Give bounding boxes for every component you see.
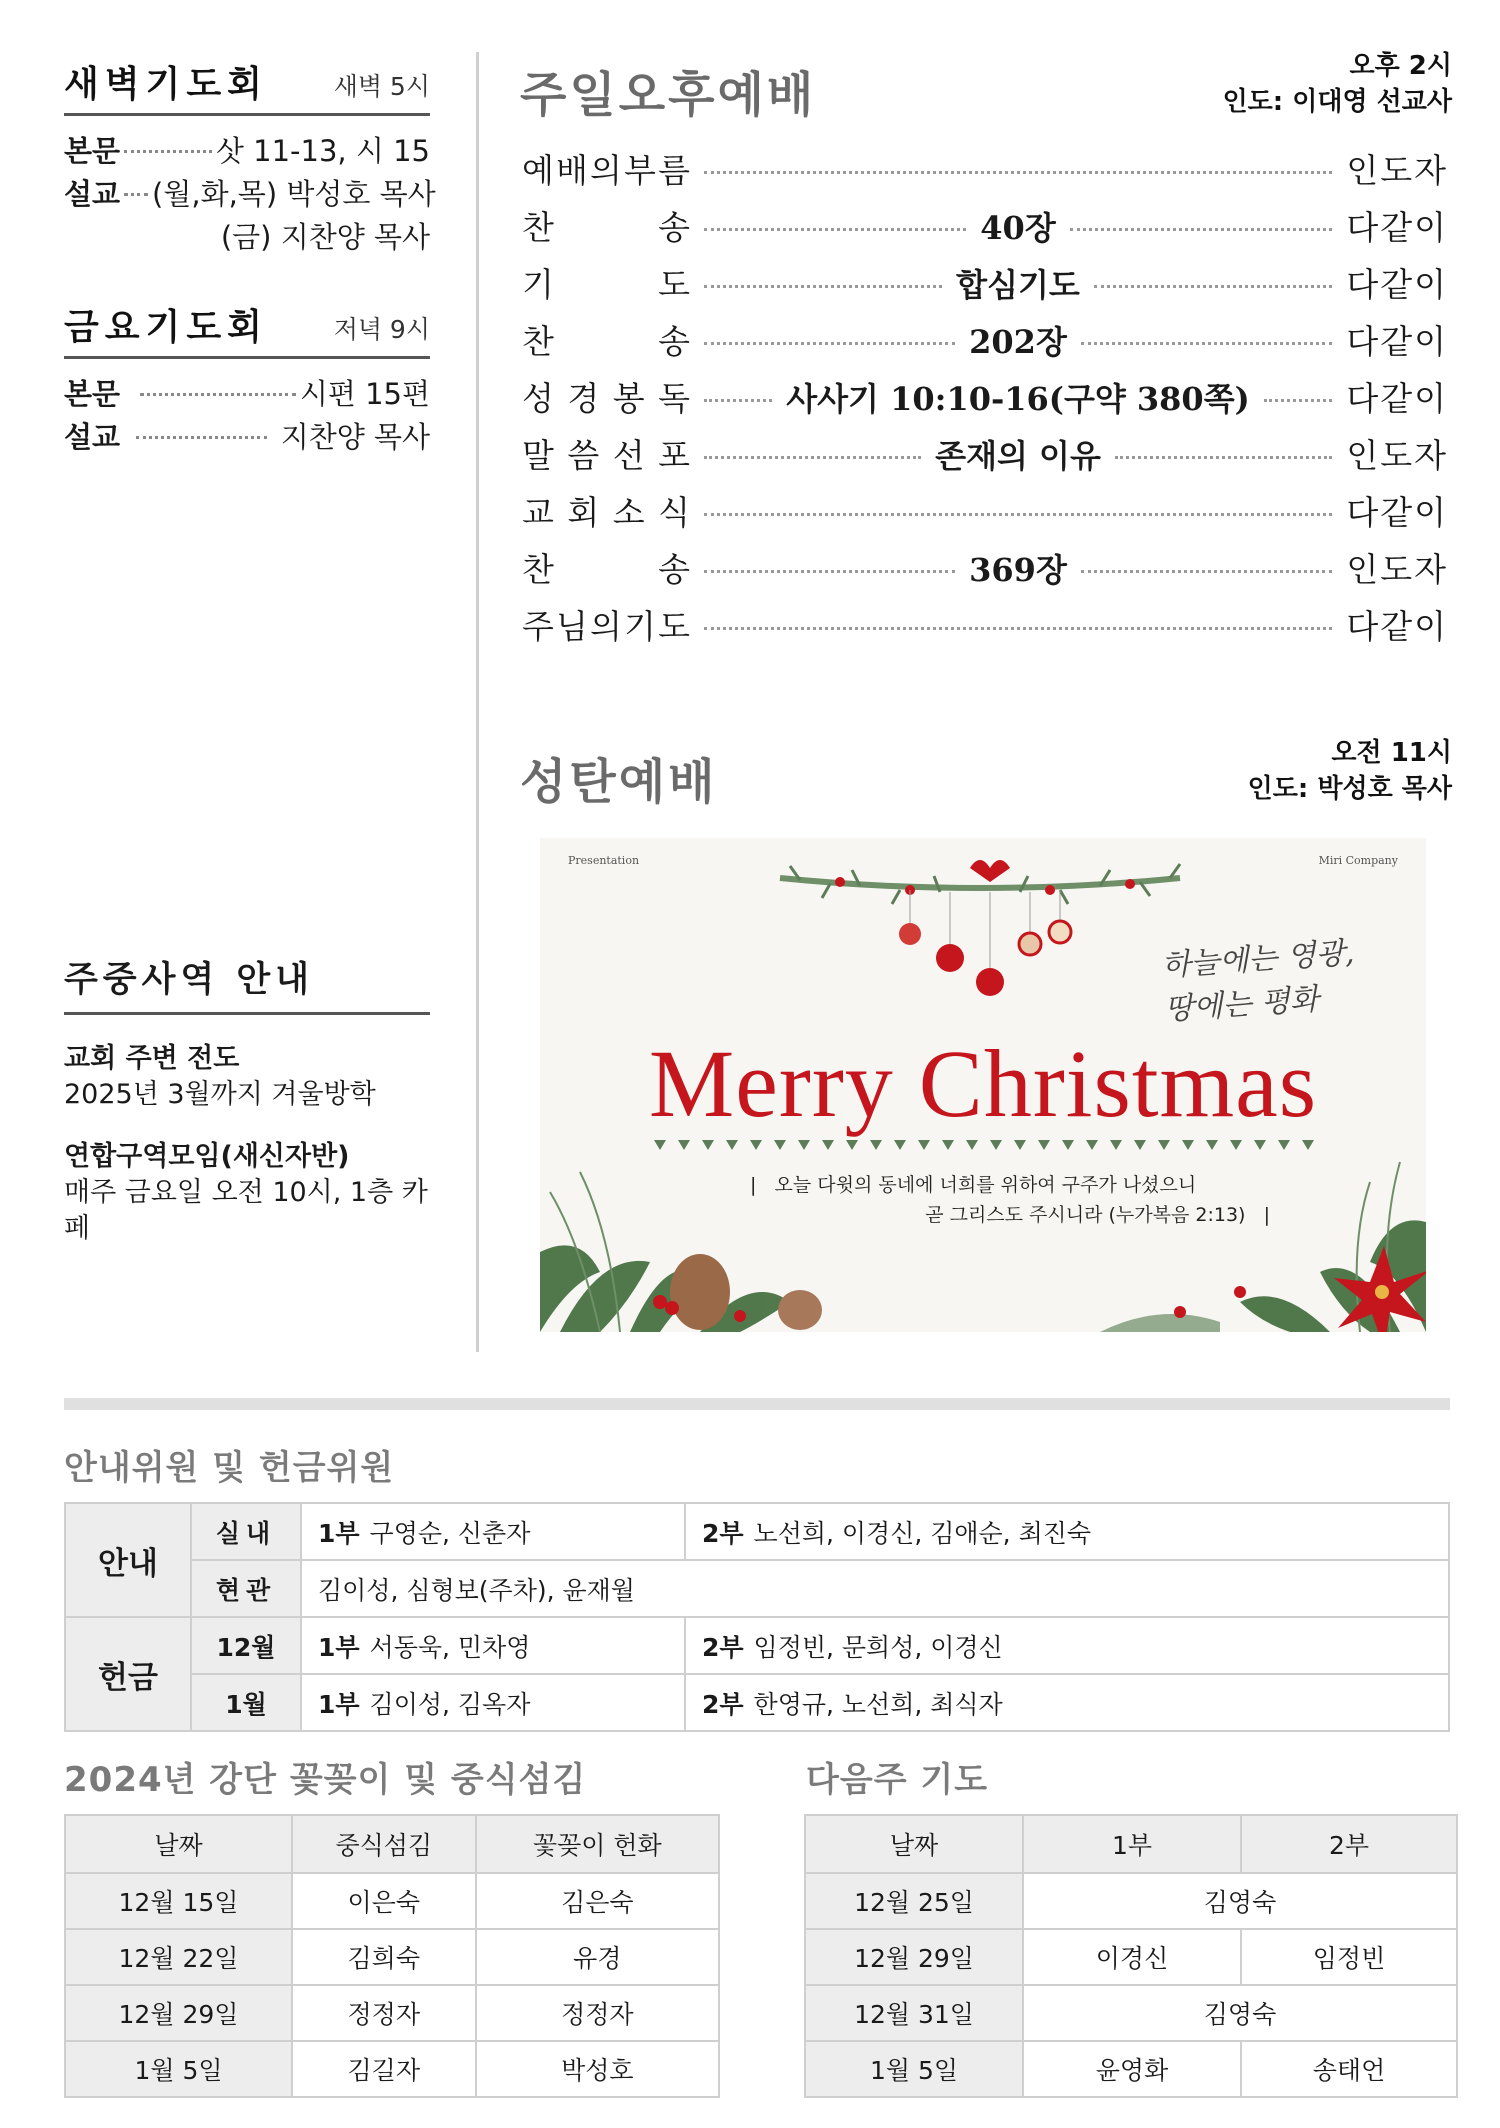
worship-order-row <box>522 197 1448 254</box>
afternoon-service-header <box>520 48 1452 125</box>
prayer-table <box>804 1814 1458 2098</box>
christmas-service-title: 성탄예배 <box>520 754 718 810</box>
worship-order-label: 기 도 <box>522 265 690 304</box>
table-row: 12월 22일 김희숙 유경 <box>65 1929 719 1985</box>
flowers-table <box>64 1814 720 2098</box>
worship-order-label: 말 씀 선 포 <box>522 436 690 475</box>
table-row: 12월 31일 김영숙 <box>805 1985 1457 2041</box>
table-row: 12월 25일 김영숙 <box>805 1873 1457 1929</box>
midweek-item: 교회 주변 전도 2025년 3월까지 겨울방학 <box>64 1043 376 1110</box>
ushers-title: 안내위원 및 헌금위원 <box>64 1448 395 1488</box>
worship-order-row <box>522 140 1448 197</box>
table-header-row: 날짜 중식섬김 꽃꽂이 헌화 <box>65 1815 719 1873</box>
dawn-sermon-row: 설교 (월,화,목) 박성호 목사 <box>64 177 436 211</box>
friday-sermon-row: 설교 지찬양 목사 <box>64 420 430 454</box>
worship-order-item: 존재의 이유 <box>935 436 1101 475</box>
worship-order-leader: 다같이 <box>1346 607 1448 646</box>
worship-order-leader: 인도자 <box>1346 436 1449 475</box>
card-script-line-1: 하늘에는 영광, <box>1160 935 1356 984</box>
worship-order-leader: 다같이 <box>1346 379 1448 418</box>
friday-prayer-time: 저녁 9시 <box>333 315 430 344</box>
worship-order-item: 사사기 10:10-16(구약 380쪽) <box>786 379 1250 418</box>
card-script-line-2: 땅에는 평화 <box>1163 981 1321 1028</box>
worship-order-leader: 다같이 <box>1346 208 1449 247</box>
afternoon-service-title: 주일오후예배 <box>520 67 817 123</box>
card-verse-line-2: 곧 그리스도 주시니라 (누가복음 2:13) <box>925 1204 1246 1226</box>
worship-order-row <box>522 482 1448 539</box>
worship-order-item: 합심기도 <box>956 265 1080 304</box>
card-verse-line-1: 오늘 다윗의 동네에 너희를 위하여 구주가 나셨으니 <box>774 1174 1197 1196</box>
worship-order-item: 40장 <box>980 208 1056 247</box>
table-row: 1월 1부 김이성, 김옥자 2부 한영규, 노선희, 최식자 <box>65 1674 1449 1731</box>
worship-order-item: 202장 <box>969 322 1067 361</box>
friday-prayer-title: 금요기도회 <box>64 307 268 348</box>
worship-order-leader: 다같이 <box>1346 493 1448 532</box>
worship-order-label: 예 배 의 부 름 <box>522 151 690 190</box>
worship-order <box>522 140 1448 653</box>
ushers-group-guide: 안내 <box>65 1503 191 1617</box>
worship-order-leader: 다같이 <box>1346 322 1448 361</box>
worship-order-label: 찬 송 <box>522 208 690 247</box>
worship-order-label: 찬 송 <box>522 322 690 361</box>
christmas-service-time: 오전 11시 <box>1331 738 1452 768</box>
worship-order-label: 주 님 의 기 도 <box>522 607 690 646</box>
worship-order-row <box>522 368 1448 425</box>
left-column <box>64 56 436 459</box>
afternoon-service-leader: 인도: 이대영 선교사 <box>1222 87 1452 117</box>
afternoon-service-time: 오후 2시 <box>1349 51 1452 81</box>
worship-order-label: 교 회 소 식 <box>522 493 690 532</box>
card-tag-left: Presentation <box>568 854 640 867</box>
midweek-section <box>64 952 430 1247</box>
card-headline: Merry Christmas <box>648 1030 1318 1137</box>
holly-foliage-icon <box>540 1132 1426 1332</box>
worship-order-row <box>522 596 1448 653</box>
friday-prayer-section <box>64 299 430 459</box>
table-row: 12월 29일 정정자 정정자 <box>65 1985 719 2041</box>
flowers-title: 2024년 강단 꽃꽂이 및 중식섬김 <box>64 1760 587 1800</box>
ushers-group-offering: 헌금 <box>65 1617 191 1731</box>
worship-order-label: 성 경 봉 독 <box>522 379 690 418</box>
dawn-prayer-title: 새벽기도회 <box>64 64 268 105</box>
christmas-service-header <box>520 735 1452 812</box>
worship-order-row <box>522 539 1448 596</box>
table-row: 헌금 12월 1부 서동욱, 민차영 2부 임정빈, 문희성, 이경신 <box>65 1617 1449 1674</box>
table-row: 12월 15일 이은숙 김은숙 <box>65 1873 719 1929</box>
section-divider-bar <box>64 1398 1450 1410</box>
midweek-title: 주중사역 안내 <box>64 960 315 1000</box>
dawn-bible-row: 본문 삿 11-13, 시 15 <box>64 134 430 168</box>
worship-order-row <box>522 425 1448 482</box>
worship-order-leader: 인도자 <box>1346 151 1448 190</box>
table-row: 1월 5일 김길자 박성호 <box>65 2041 719 2097</box>
worship-order-row <box>522 311 1448 368</box>
table-row: 현관 김이성, 심형보(주차), 윤재월 <box>65 1560 1449 1617</box>
column-divider <box>476 52 479 1352</box>
christmas-service-leader: 인도: 박성호 목사 <box>1247 774 1452 804</box>
friday-bible-row: 본문 시편 15편 <box>64 377 430 411</box>
table-row: 12월 29일 이경신 임정빈 <box>805 1929 1457 1985</box>
midweek-item: 연합구역모임(새신자반) 매주 금요일 오전 10시, 1층 카페 <box>64 1141 428 1244</box>
worship-order-leader: 다같이 <box>1346 265 1448 304</box>
dawn-sermon-row-2: (금) 지찬양 목사 <box>220 220 430 254</box>
worship-order-leader: 인도자 <box>1346 550 1448 589</box>
card-tag-right: Miri Company <box>1318 854 1398 867</box>
ushers-table <box>64 1502 1450 1732</box>
worship-order-label: 찬 송 <box>522 550 690 589</box>
prayer-title: 다음주 기도 <box>806 1760 989 1800</box>
worship-order-row <box>522 254 1448 311</box>
dawn-prayer-section <box>64 56 436 259</box>
table-row: 1월 5일 윤영화 송태언 <box>805 2041 1457 2097</box>
table-header-row: 날짜 1부 2부 <box>805 1815 1457 1873</box>
worship-order-item: 369장 <box>969 550 1067 589</box>
table-row: 안내 실내 1부 구영순, 신춘자 2부 노선희, 이경신, 김애순, 최진숙 <box>65 1503 1449 1560</box>
dawn-prayer-time: 새벽 5시 <box>333 72 430 101</box>
christmas-card-image: Presentation Miri Company 하늘에는 영광, 땅에는 평화 Merry Christmas | 오늘 다윗의 동네에 너희를 위하여 구주가 나셨으니 곧 그리스도 주시니라 (누가복음 2:13) | <box>540 838 1426 1332</box>
